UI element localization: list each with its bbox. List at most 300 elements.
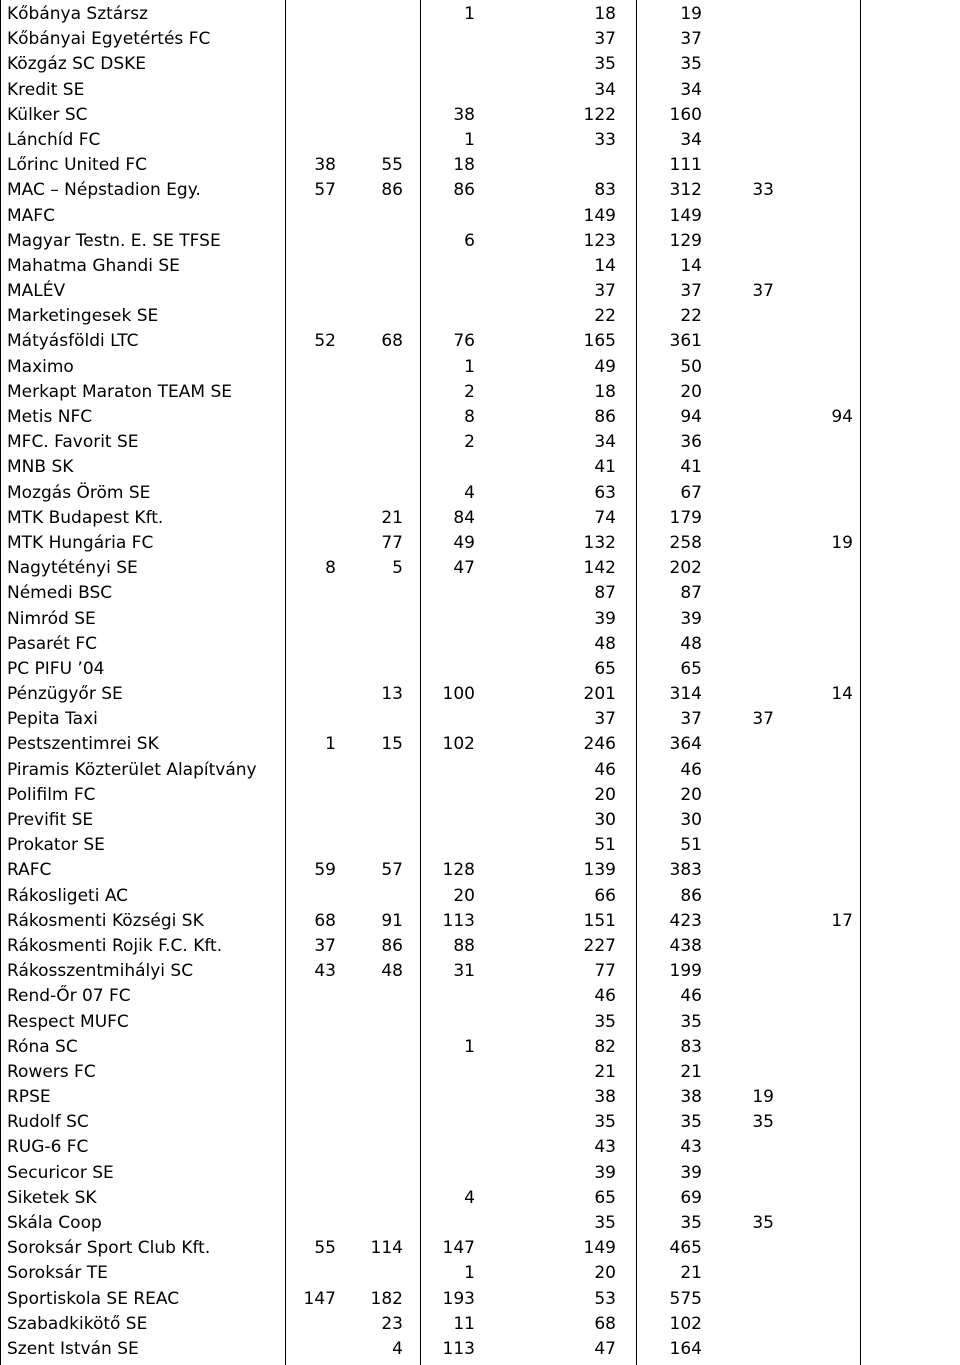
- value-cell: [286, 504, 336, 529]
- table-row: [0, 605, 960, 630]
- value-cell: [348, 806, 403, 831]
- value-cell: 1: [464, 1036, 475, 1057]
- value-cell: [420, 277, 475, 302]
- value-cell: 129: [669, 230, 702, 251]
- grid-line: [860, 0, 861, 1365]
- value-cell: [712, 1133, 774, 1158]
- club-name-cell: MNB SK: [7, 457, 74, 478]
- value-cell: [790, 1285, 853, 1310]
- value-cell: [286, 1184, 336, 1209]
- value-cell: 82: [594, 1036, 616, 1057]
- value-cell: 36: [680, 432, 702, 453]
- value-cell: 53: [594, 1288, 616, 1309]
- value-cell: [286, 982, 336, 1007]
- club-name-cell: MAFC: [7, 205, 55, 226]
- value-cell: [286, 705, 336, 730]
- table-row: [0, 327, 960, 352]
- value-cell: [286, 1209, 336, 1234]
- value-cell: 33: [594, 129, 616, 150]
- table-row: [0, 227, 960, 252]
- club-name-cell: Rákosmenti Községi SK: [7, 910, 204, 931]
- value-cell: 34: [680, 79, 702, 100]
- club-name-cell: Metis NFC: [7, 407, 93, 427]
- value-cell: 8: [325, 558, 336, 579]
- value-cell: [286, 353, 336, 378]
- value-cell: [286, 680, 336, 705]
- value-cell: [420, 76, 475, 101]
- value-cell: 20: [680, 784, 702, 805]
- value-cell: 34: [680, 129, 702, 150]
- club-name-cell: MAC – Népstadion Egy.: [7, 180, 201, 201]
- value-cell: [790, 151, 853, 176]
- value-cell: [420, 453, 475, 478]
- value-cell: 18: [594, 4, 616, 24]
- value-cell: [286, 781, 336, 806]
- value-cell: 4: [464, 482, 475, 503]
- value-cell: [712, 302, 774, 327]
- table-row: [0, 781, 960, 806]
- value-cell: [420, 982, 475, 1007]
- value-cell: 38: [314, 155, 336, 176]
- club-name-cell: Szabadkikötő SE: [7, 1313, 148, 1334]
- value-cell: 35: [680, 54, 702, 75]
- value-cell: [286, 277, 336, 302]
- value-cell: [790, 25, 853, 50]
- value-cell: [348, 1159, 403, 1184]
- table-row: [0, 403, 960, 428]
- value-cell: [348, 655, 403, 680]
- table-row: [0, 302, 960, 327]
- value-cell: [790, 882, 853, 907]
- club-name-cell: Mahatma Ghandi SE: [7, 255, 180, 276]
- value-cell: [420, 1209, 475, 1234]
- value-cell: 165: [583, 331, 616, 352]
- value-cell: [348, 453, 403, 478]
- value-cell: 35: [594, 1112, 616, 1133]
- value-cell: [712, 1159, 774, 1184]
- value-cell: 39: [680, 1162, 702, 1183]
- club-name-cell: Kredit SE: [7, 79, 85, 100]
- value-cell: 37: [680, 29, 702, 50]
- value-cell: 30: [680, 810, 702, 830]
- value-cell: 86: [453, 180, 475, 201]
- value-cell: 35: [594, 1011, 616, 1032]
- value-cell: 132: [583, 532, 616, 553]
- value-cell: 94: [831, 407, 853, 427]
- value-cell: [790, 856, 853, 881]
- value-cell: 18: [594, 381, 616, 402]
- value-cell: 88: [453, 935, 475, 956]
- value-cell: 46: [680, 986, 702, 1007]
- club-name-cell: MFC. Favorit SE: [7, 432, 139, 453]
- value-cell: [790, 1234, 853, 1259]
- value-cell: [420, 202, 475, 227]
- table-row: [0, 907, 960, 932]
- value-cell: [286, 50, 336, 75]
- value-cell: [790, 554, 853, 579]
- value-cell: 84: [453, 507, 475, 528]
- value-cell: [790, 1108, 853, 1133]
- value-cell: [712, 957, 774, 982]
- value-cell: [790, 781, 853, 806]
- value-cell: [286, 1133, 336, 1158]
- value-cell: 83: [680, 1036, 702, 1057]
- value-cell: [790, 630, 853, 655]
- value-cell: [286, 202, 336, 227]
- value-cell: [420, 1058, 475, 1083]
- club-name-cell: Piramis Közterület Alapítvány: [7, 759, 257, 780]
- grid-line: [420, 0, 421, 1365]
- table-row: [0, 50, 960, 75]
- club-name-cell: Rákosligeti AC: [7, 885, 129, 906]
- value-cell: 52: [314, 331, 336, 352]
- value-cell: [712, 655, 774, 680]
- club-name-cell: Közgáz SC DSKE: [7, 54, 146, 75]
- value-cell: [790, 126, 853, 151]
- value-cell: 37: [594, 29, 616, 50]
- value-cell: 364: [669, 734, 702, 755]
- club-name-cell: RPSE: [7, 1087, 51, 1108]
- value-cell: 76: [453, 331, 475, 352]
- value-cell: [712, 554, 774, 579]
- value-cell: [712, 605, 774, 630]
- value-cell: [712, 378, 774, 403]
- value-cell: 48: [680, 633, 702, 654]
- club-name-cell: Rowers FC: [7, 1061, 96, 1082]
- value-cell: 43: [594, 1137, 616, 1158]
- value-cell: 39: [594, 1162, 616, 1183]
- value-cell: [712, 1259, 774, 1284]
- value-cell: [348, 25, 403, 50]
- value-cell: [420, 252, 475, 277]
- value-cell: [286, 101, 336, 126]
- value-cell: [712, 1310, 774, 1335]
- club-name-cell: Nimród SE: [7, 608, 96, 629]
- value-cell: [348, 1008, 403, 1033]
- value-cell: 37: [314, 935, 336, 956]
- value-cell: 22: [680, 306, 702, 327]
- value-cell: 1: [464, 1263, 475, 1284]
- grid-line: [0, 0, 1, 1365]
- club-name-cell: Skála Coop: [7, 1213, 102, 1233]
- value-cell: [790, 957, 853, 982]
- table-row: [0, 630, 960, 655]
- value-cell: 14: [831, 684, 853, 705]
- club-name-cell: Kőbánya Sztársz: [7, 4, 148, 24]
- table-row: [0, 202, 960, 227]
- value-cell: 227: [583, 935, 616, 956]
- value-cell: [790, 1058, 853, 1083]
- value-cell: 1: [325, 734, 336, 755]
- value-cell: [712, 151, 774, 176]
- value-cell: [286, 882, 336, 907]
- table-row: [0, 1133, 960, 1158]
- value-cell: 21: [680, 1061, 702, 1082]
- value-cell: 2: [464, 381, 475, 402]
- value-cell: 149: [669, 205, 702, 226]
- value-cell: [420, 756, 475, 781]
- value-cell: [790, 101, 853, 126]
- value-cell: 35: [680, 1112, 702, 1133]
- value-cell: 465: [669, 1238, 702, 1259]
- club-name-cell: Polifilm FC: [7, 784, 96, 805]
- value-cell: [790, 76, 853, 101]
- value-cell: 149: [583, 205, 616, 226]
- value-cell: 48: [594, 633, 616, 654]
- value-cell: 113: [442, 1338, 475, 1359]
- club-name-cell: Sportiskola SE REAC: [7, 1288, 180, 1309]
- table-row: [0, 151, 960, 176]
- table-row: [0, 1234, 960, 1259]
- value-cell: [712, 781, 774, 806]
- table-row: [0, 856, 960, 881]
- value-cell: [790, 378, 853, 403]
- table-row: [0, 353, 960, 378]
- table-row: [0, 730, 960, 755]
- value-cell: [712, 982, 774, 1007]
- table-row: [0, 25, 960, 50]
- table-row: [0, 1008, 960, 1033]
- value-cell: 83: [594, 180, 616, 201]
- value-cell: 22: [594, 306, 616, 327]
- table-row: [0, 0, 960, 25]
- value-cell: [348, 479, 403, 504]
- value-cell: 30: [594, 810, 616, 830]
- value-cell: 57: [381, 860, 403, 881]
- value-cell: 55: [381, 155, 403, 176]
- value-cell: [348, 428, 403, 453]
- value-cell: [560, 151, 616, 176]
- value-cell: 63: [594, 482, 616, 503]
- value-cell: [712, 1184, 774, 1209]
- club-name-cell: Marketingesek SE: [7, 306, 159, 327]
- value-cell: [420, 302, 475, 327]
- value-cell: [348, 302, 403, 327]
- value-cell: [712, 252, 774, 277]
- value-cell: [286, 0, 336, 25]
- value-cell: 31: [453, 961, 475, 982]
- value-cell: 86: [680, 885, 702, 906]
- value-cell: [712, 882, 774, 907]
- table-row: [0, 1335, 960, 1360]
- value-cell: [286, 479, 336, 504]
- value-cell: [712, 907, 774, 932]
- value-cell: [348, 202, 403, 227]
- value-cell: [348, 1209, 403, 1234]
- club-name-cell: Pasarét FC: [7, 633, 97, 654]
- table-row: [0, 504, 960, 529]
- value-cell: 87: [594, 583, 616, 604]
- value-cell: 39: [680, 608, 702, 629]
- value-cell: 142: [583, 558, 616, 579]
- value-cell: [712, 756, 774, 781]
- value-cell: [286, 1259, 336, 1284]
- table-row: [0, 680, 960, 705]
- value-cell: 35: [680, 1011, 702, 1032]
- table-row: [0, 1108, 960, 1133]
- value-cell: 147: [303, 1288, 336, 1309]
- value-cell: 314: [669, 684, 702, 705]
- value-cell: [712, 403, 774, 428]
- table-row: [0, 101, 960, 126]
- value-cell: [286, 529, 336, 554]
- grid-line: [636, 0, 637, 1365]
- value-cell: [790, 453, 853, 478]
- value-cell: 35: [752, 1112, 774, 1133]
- value-cell: 18: [453, 155, 475, 176]
- value-cell: [712, 327, 774, 352]
- value-cell: 68: [381, 331, 403, 352]
- value-cell: [420, 831, 475, 856]
- club-name-cell: Róna SC: [7, 1036, 78, 1057]
- value-cell: 35: [752, 1213, 774, 1233]
- value-cell: [348, 882, 403, 907]
- value-cell: [712, 353, 774, 378]
- value-cell: [712, 50, 774, 75]
- value-cell: 35: [594, 1213, 616, 1233]
- value-cell: 1: [464, 129, 475, 150]
- value-cell: [712, 1033, 774, 1058]
- value-cell: [420, 1008, 475, 1033]
- value-cell: [790, 579, 853, 604]
- value-cell: [790, 1033, 853, 1058]
- value-cell: [348, 1058, 403, 1083]
- value-cell: 86: [381, 935, 403, 956]
- value-cell: 94: [680, 407, 702, 427]
- value-cell: [790, 302, 853, 327]
- value-cell: [348, 252, 403, 277]
- value-cell: 383: [669, 860, 702, 881]
- value-cell: [286, 428, 336, 453]
- value-cell: 102: [669, 1313, 702, 1334]
- club-name-cell: Kőbányai Egyetértés FC: [7, 29, 211, 50]
- value-cell: 37: [680, 709, 702, 730]
- value-cell: [420, 781, 475, 806]
- table-row: [0, 1083, 960, 1108]
- value-cell: 43: [314, 961, 336, 982]
- value-cell: [790, 831, 853, 856]
- value-cell: [712, 227, 774, 252]
- value-cell: [790, 1133, 853, 1158]
- value-cell: [790, 655, 853, 680]
- table-row: [0, 529, 960, 554]
- value-cell: [712, 932, 774, 957]
- value-cell: 91: [381, 910, 403, 931]
- value-cell: [420, 655, 475, 680]
- value-cell: [790, 353, 853, 378]
- value-cell: [420, 50, 475, 75]
- value-cell: 21: [594, 1061, 616, 1082]
- value-cell: 38: [680, 1087, 702, 1108]
- club-name-cell: Previfit SE: [7, 810, 94, 830]
- value-cell: [790, 806, 853, 831]
- value-cell: 48: [381, 961, 403, 982]
- value-cell: [790, 1008, 853, 1033]
- value-cell: [286, 1058, 336, 1083]
- club-name-cell: Pénzügyőr SE: [7, 684, 123, 705]
- value-cell: 113: [442, 910, 475, 931]
- value-cell: 39: [594, 608, 616, 629]
- value-cell: 19: [831, 532, 853, 553]
- table-row: [0, 1285, 960, 1310]
- table-row: [0, 378, 960, 403]
- value-cell: 51: [594, 835, 616, 856]
- value-cell: [348, 126, 403, 151]
- value-cell: 67: [680, 482, 702, 503]
- club-name-cell: Rákosmenti Rojik F.C. Kft.: [7, 935, 223, 956]
- table-row: [0, 176, 960, 201]
- value-cell: [790, 277, 853, 302]
- value-cell: 20: [594, 1263, 616, 1284]
- value-cell: 4: [464, 1187, 475, 1208]
- value-cell: 139: [583, 860, 616, 881]
- value-cell: 20: [453, 885, 475, 906]
- value-cell: 164: [669, 1338, 702, 1359]
- value-cell: 160: [669, 104, 702, 125]
- value-cell: [790, 252, 853, 277]
- value-cell: [286, 1083, 336, 1108]
- value-cell: [286, 1310, 336, 1335]
- value-cell: [712, 126, 774, 151]
- value-cell: 33: [752, 180, 774, 201]
- table-row: [0, 655, 960, 680]
- value-cell: 13: [381, 684, 403, 705]
- club-name-cell: Soroksár Sport Club Kft.: [7, 1238, 211, 1259]
- value-cell: [348, 831, 403, 856]
- value-cell: [286, 302, 336, 327]
- club-name-cell: MTK Hungária FC: [7, 532, 154, 553]
- club-name-cell: Soroksár TE: [7, 1263, 108, 1284]
- value-cell: [790, 428, 853, 453]
- value-cell: 34: [594, 79, 616, 100]
- value-cell: [348, 378, 403, 403]
- value-cell: [790, 932, 853, 957]
- table-row: [0, 982, 960, 1007]
- value-cell: [790, 982, 853, 1007]
- value-cell: [420, 806, 475, 831]
- table-row: [0, 453, 960, 478]
- table-row: [0, 277, 960, 302]
- value-cell: 1: [464, 356, 475, 377]
- value-cell: 179: [669, 507, 702, 528]
- value-cell: 50: [680, 356, 702, 377]
- table-row: [0, 756, 960, 781]
- club-name-cell: Rudolf SC: [7, 1112, 89, 1133]
- table-row: [0, 882, 960, 907]
- value-cell: [712, 76, 774, 101]
- value-cell: 182: [370, 1288, 403, 1309]
- club-name-cell: Pestszentimrei SK: [7, 734, 159, 755]
- value-cell: 114: [370, 1238, 403, 1259]
- table-row: [0, 1310, 960, 1335]
- value-cell: 74: [594, 507, 616, 528]
- value-cell: 575: [669, 1288, 702, 1309]
- value-cell: [420, 25, 475, 50]
- value-cell: [286, 1108, 336, 1133]
- value-cell: 20: [594, 784, 616, 805]
- value-cell: [286, 806, 336, 831]
- value-cell: [712, 630, 774, 655]
- value-cell: [420, 1133, 475, 1158]
- value-cell: 5: [392, 558, 403, 579]
- value-cell: 1: [464, 4, 475, 24]
- value-cell: 14: [680, 255, 702, 276]
- table-row: [0, 1033, 960, 1058]
- club-name-cell: Lánchíd FC: [7, 129, 101, 150]
- value-cell: 68: [594, 1313, 616, 1334]
- value-cell: [348, 1033, 403, 1058]
- value-cell: [286, 25, 336, 50]
